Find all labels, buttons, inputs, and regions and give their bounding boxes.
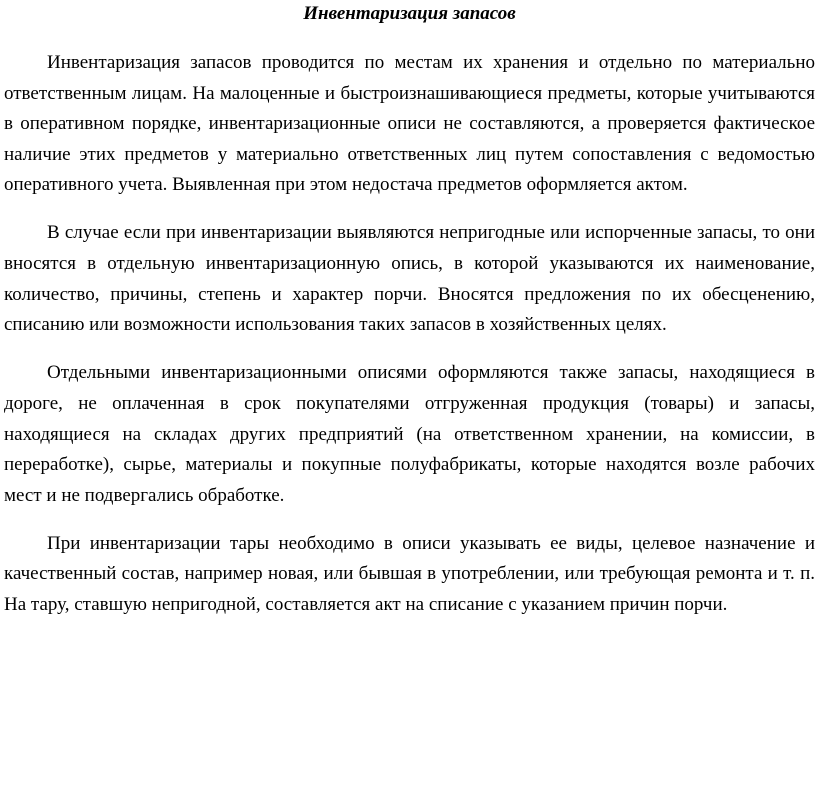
document-title: Инвентаризация запасов (303, 3, 516, 24)
paragraph-1: Инвентаризация запасов проводится по местам их хранения и отдельно по материально ответственным лицам. На малоценные и быстроизнашивающиеся предметы, которые учитываются в оперативном порядке, инвентаризационные описи не составляются, а проверяется фактическое наличие этих предметов у материально ответственных лиц путем сопоставления с ведомостью оперативного учета. Выявленная при этом недостача предметов оформляется актом. (4, 52, 815, 196)
document-page (4, 0, 815, 621)
paragraph-2: В случае если при инвентаризации выявляются непригодные или испорченные запасы, то они вносятся в отдельную инвентаризационную опись, в которой указываются их наименование, количество, причины, степень и характер порчи. Вносятся предложения по их обесценению, списанию или возможности использования таких запасов в хозяйственных целях. (4, 222, 815, 336)
paragraph-4: При инвентаризации тары необходимо в описи указывать ее виды, целевое назначение и качественный состав, например новая, или бывшая в употреблении, или требующая ремонта и т. п. На тару, ставшую непригодной, составляется акт на списание с указанием причин порчи. (4, 532, 815, 615)
paragraph-3: Отдельными инвентаризационными описями оформляются также запасы, находящиеся в дороге, не оплаченная в срок покупателями отгруженная продукция (товары) и запасы, находящиеся на складах других предприятий (на ответственном хранении, на комиссии, в переработке), сырье, материалы и покупные полуфабрикаты, которые находятся возле рабочих мест и не подвергались обработке. (4, 362, 815, 506)
